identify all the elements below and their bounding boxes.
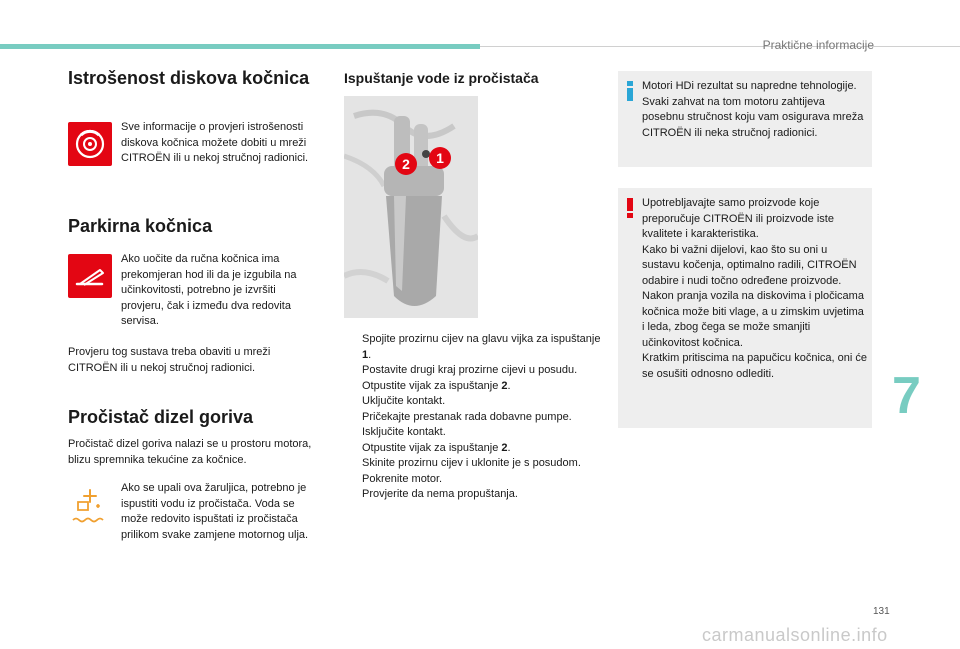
chapter-number: 7 <box>892 367 921 425</box>
info-box <box>618 71 872 167</box>
step-ref: 2 <box>501 441 508 454</box>
step-text: Uključite kontakt. <box>362 395 446 407</box>
list-item <box>344 379 606 395</box>
page-number: 131 <box>873 606 890 617</box>
step-text: Otpustite vijak za ispuštanje <box>362 441 502 454</box>
info-icon <box>624 81 636 101</box>
warning-box <box>618 188 872 428</box>
step-punct: . <box>507 379 511 392</box>
list-item <box>344 394 606 410</box>
list-item <box>344 441 606 457</box>
step-punct: . <box>368 348 372 361</box>
water-in-diesel-warning-icon <box>70 484 114 528</box>
list-item <box>344 456 606 472</box>
list-item <box>344 487 606 503</box>
info-box-text: Motori HDi rezultat su napredne tehnologije. Svaki zahvat na tom motoru zahtijeva posebnu stručnost koju vam osigurava mreža CITROËN ili neka stručnoj radionici. <box>642 80 864 139</box>
list-item <box>344 472 606 488</box>
parking-brake-icon <box>68 254 112 298</box>
step-text: Pričekajte prestanak rada dobavne pumpe. <box>362 410 572 423</box>
list-item <box>344 410 606 426</box>
step-ref: 2 <box>501 379 508 392</box>
fuel-filter-photo <box>344 96 478 318</box>
section-title: Praktične informacije <box>762 38 874 52</box>
diesel-filter-text: Ako se upali ova žaruljica, potrebno je ispustiti vodu iz pročistača. Voda se može redovito ispuštati iz pročistača prilikom svake zamjene motornog ulja. <box>121 482 309 541</box>
header-rule <box>480 46 960 47</box>
step-text: Pokrenite motor. <box>362 472 443 485</box>
step-ref: 1 <box>362 348 369 361</box>
step-punct: . <box>507 441 511 454</box>
step-text: Spojite prozirnu cijev na glavu vijka za ispuštanje <box>362 333 601 345</box>
step-text: Isključite kontakt. <box>362 426 446 438</box>
step-text: Skinite prozirnu cijev i uklonite je s posudom. <box>362 457 581 469</box>
drain-water-heading: Ispuštanje vode iz pročistača <box>344 70 539 86</box>
list-item <box>344 332 606 363</box>
brake-disc-icon <box>68 122 112 166</box>
parking-brake-note: Provjeru tog sustava treba obaviti u mreži CITROËN ili u nekoj stručnoj radionici. <box>68 346 271 374</box>
brake-discs-text: Sve informacije o provjeri istrošenosti diskova kočnica možete dobiti u mreži CITROËN ili u nekoj stručnoj radionici. <box>121 121 309 164</box>
step-text: Otpustite vijak za ispuštanje <box>362 379 502 392</box>
parking-brake-text: Ako uočite da ručna kočnica ima prekomjeran hod ili da je izgubila na učinkovitosti, potrebno je izvršiti provjeru, čak i između dva redovita servisa. <box>121 253 297 327</box>
header-accent-bar <box>0 44 480 49</box>
step-text: Provjerite da nema propuštanja. <box>362 488 518 500</box>
diesel-filter-heading: Pročistač dizel goriva <box>68 407 254 427</box>
list-item <box>344 425 606 441</box>
brake-discs-heading: Istrošenost diskova kočnica <box>68 68 310 88</box>
callout-1-label: 1 <box>436 150 444 166</box>
warning-box-text: Upotrebljavajte samo proizvode koje preporučuje CITROËN ili proizvode iste kvalitete i karakteristika. Kako bi važni dijelovi, kao što su oni u sustavu kočenja, optimalno radili, CITROËN odabire i nudi točno određene proizvode. Nakon pranja vozila na diskovima i pločicama kočnica može biti vlage, a u zimskim uvjetima i leda, zbog čega se može smanjiti učinkovitost kočnica. Kratkim pritiscima na papučicu kočnica, oni će se osušiti odnosno odlediti. <box>642 197 867 380</box>
step-text: Postavite drugi kraj prozirne cijevi u posudu. <box>362 364 578 376</box>
warning-icon <box>624 198 636 218</box>
drain-steps-list <box>344 332 606 503</box>
parking-brake-heading: Parkirna kočnica <box>68 216 213 236</box>
list-item <box>344 363 606 379</box>
diesel-filter-intro: Pročistač dizel goriva nalazi se u prostoru motora, blizu spremnika tekućine za kočnice. <box>68 438 312 466</box>
callout-2-label: 2 <box>402 156 410 172</box>
watermark: carmanualsonline.info <box>702 625 888 645</box>
